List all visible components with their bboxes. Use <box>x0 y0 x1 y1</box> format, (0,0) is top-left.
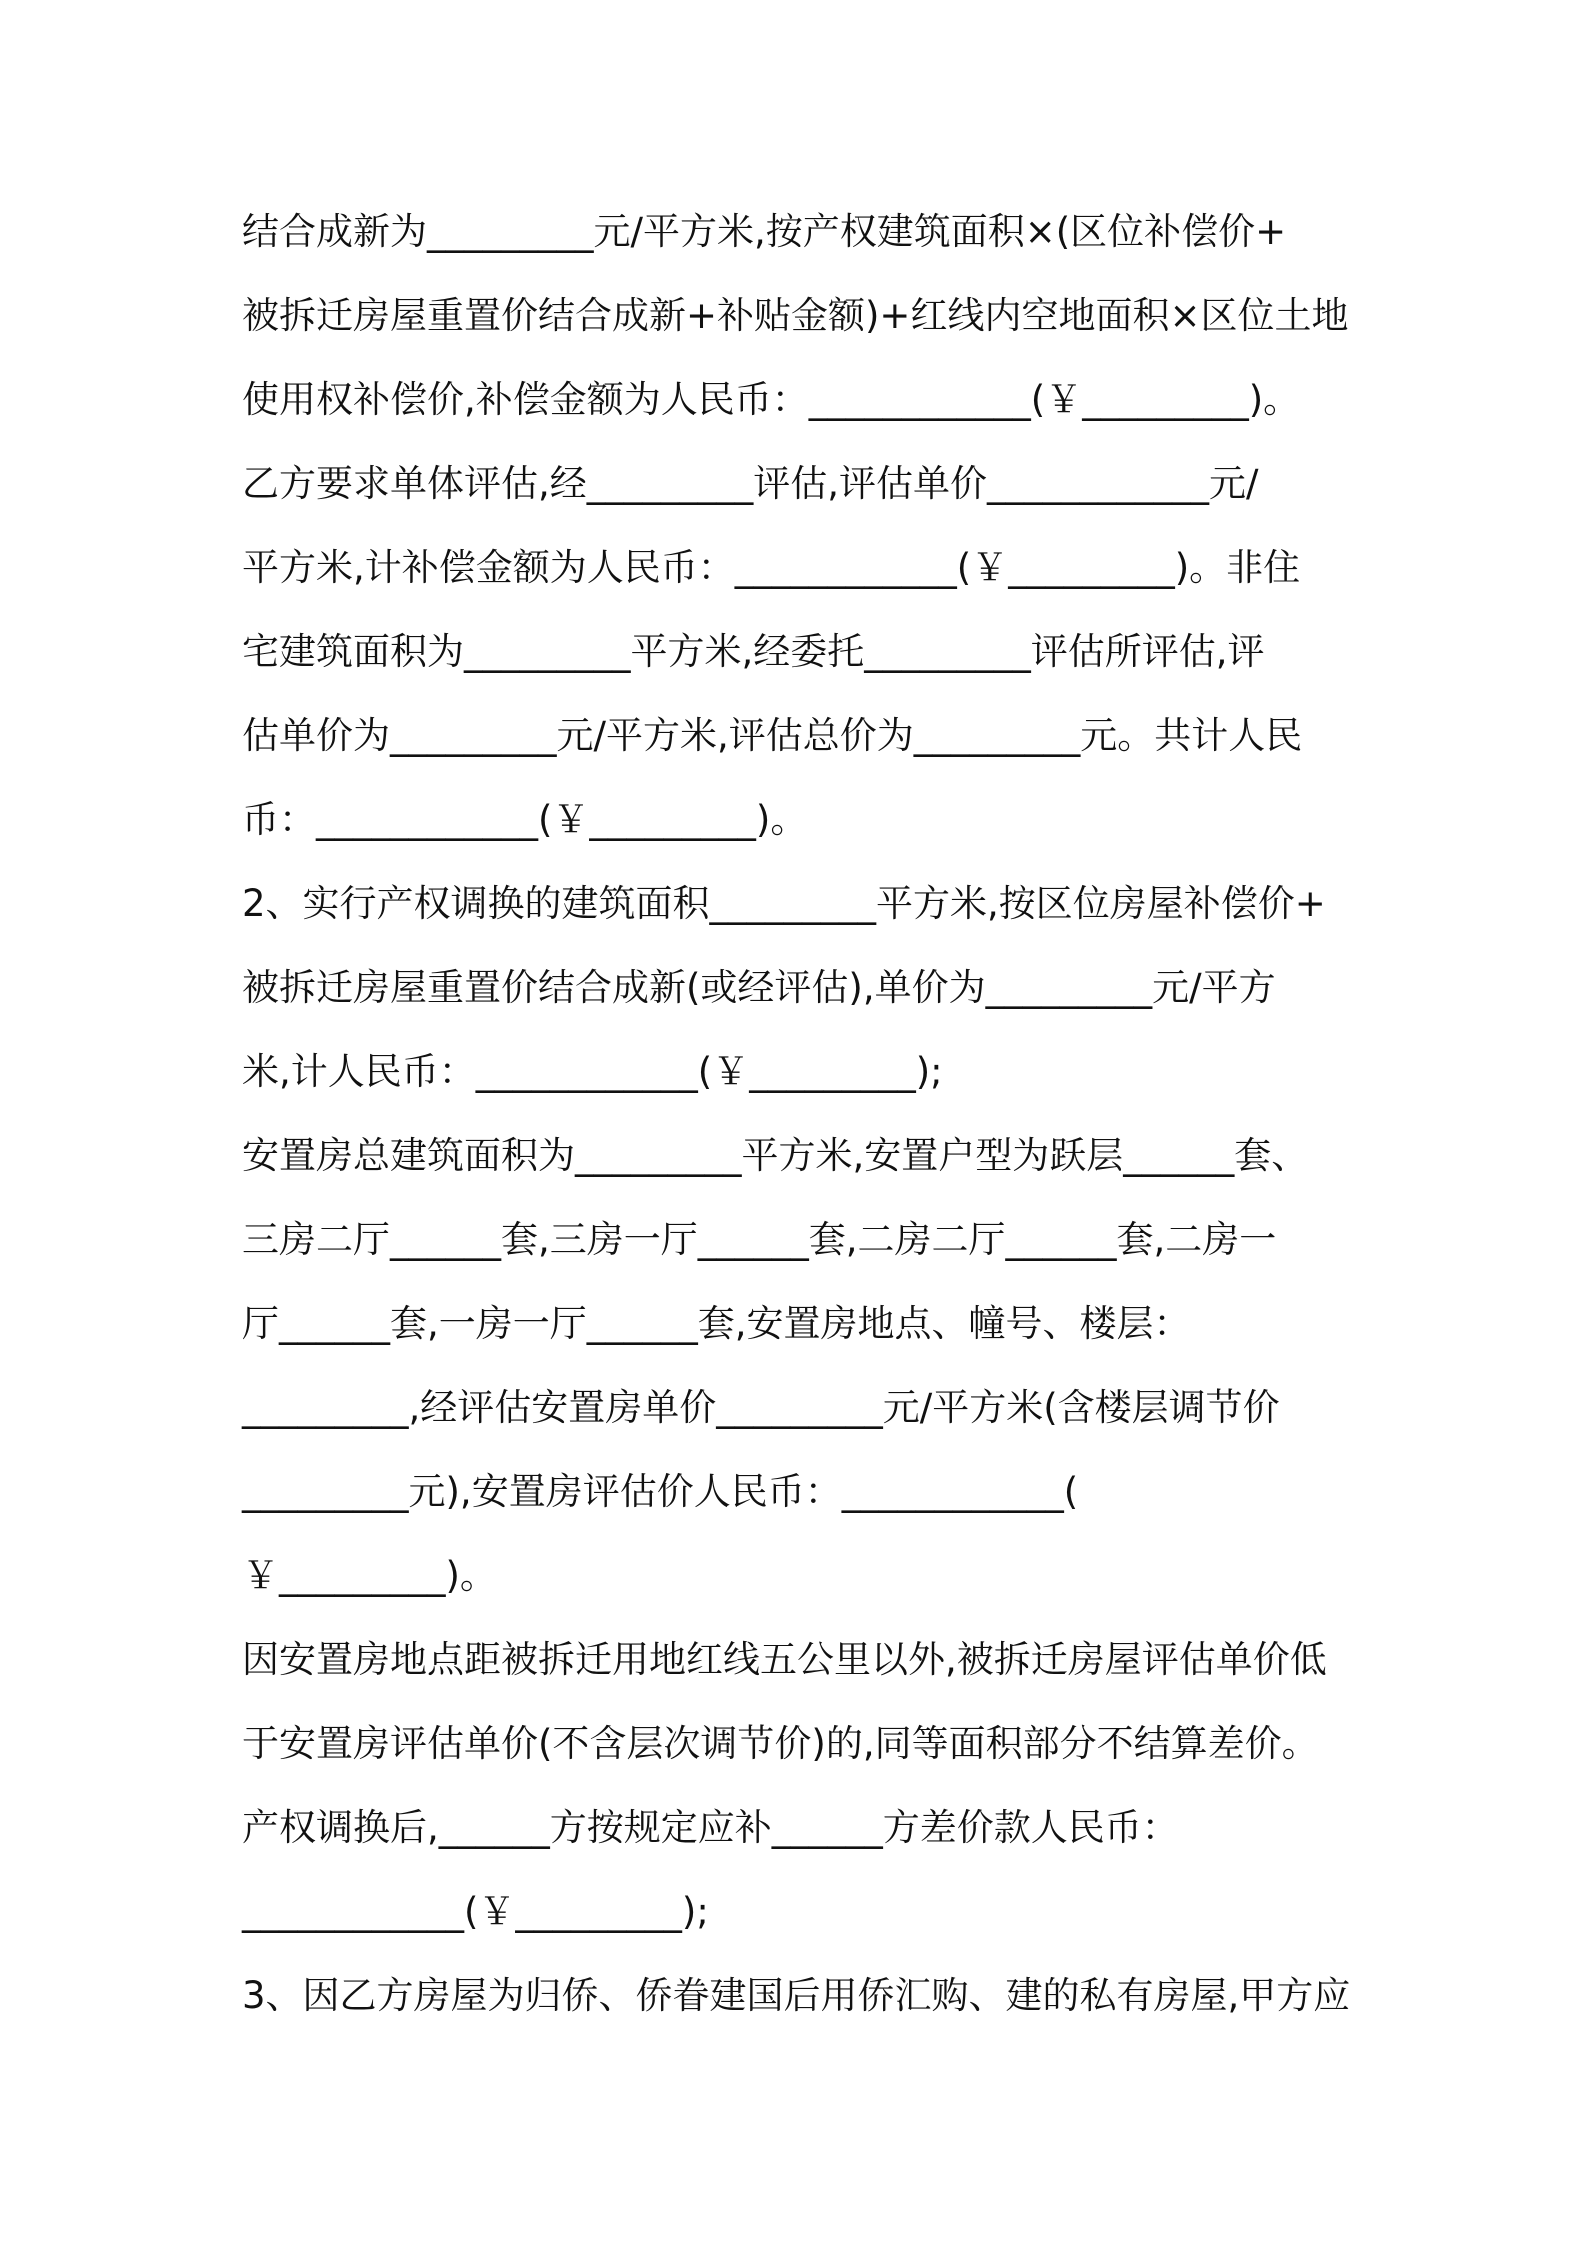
text-line: 估单价为_________元/平方米,评估总价为_________元。共计人民 <box>242 714 1303 757</box>
text-line: 使用权补偿价,补偿金额为人民币：____________(￥_________)。 <box>242 378 1301 421</box>
text-line: 米,计人民币：____________(￥_________); <box>242 1050 943 1093</box>
text-line: 平方米,计补偿金额为人民币：____________(￥_________)。非住 <box>242 546 1301 589</box>
text-line: _________元),安置房评估价人民币：____________( <box>242 1470 1079 1513</box>
text-line: 3、因乙方房屋为归侨、侨眷建国后用侨汇购、建的私有房屋,甲方应 <box>242 1974 1351 2017</box>
text-line: 产权调换后,______方按规定应补______方差价款人民币： <box>242 1806 1179 1849</box>
text-line: 币：____________(￥_________)。 <box>242 798 808 841</box>
text-line: 被拆迁房屋重置价结合成新+补贴金额)+红线内空地面积×区位土地 <box>242 294 1349 337</box>
text-line: ____________(￥_________); <box>242 1890 709 1933</box>
text-line: 结合成新为_________元/平方米,按产权建筑面积×(区位补偿价+ <box>242 210 1287 253</box>
text-line: _________,经评估安置房单价_________元/平方米(含楼层调节价 <box>242 1386 1280 1429</box>
text-line: 被拆迁房屋重置价结合成新(或经评估),单价为_________元/平方 <box>242 966 1276 1009</box>
text-line: 2、实行产权调换的建筑面积_________平方米,按区位房屋补偿价+ <box>242 882 1326 925</box>
text-line: ￥_________)。 <box>242 1554 497 1597</box>
text-line: 因安置房地点距被拆迁用地红线五公里以外,被拆迁房屋评估单价低 <box>242 1638 1327 1681</box>
text-line: 宅建筑面积为_________平方米,经委托_________评估所评估,评 <box>242 630 1265 673</box>
text-line: 厅______套,一房一厅______套,安置房地点、幢号、楼层： <box>242 1302 1191 1345</box>
text-line: 于安置房评估单价(不含层次调节价)的,同等面积部分不结算差价。 <box>242 1722 1319 1765</box>
text-line: 安置房总建筑面积为_________平方米,安置户型为跃层______套、 <box>242 1134 1309 1177</box>
text-line: 乙方要求单体评估,经_________评估,评估单价____________元/ <box>242 462 1259 505</box>
text-line: 三房二厅______套,三房一厅______套,二房二厅______套,二房一 <box>242 1218 1277 1261</box>
document-body <box>242 190 1362 2038</box>
